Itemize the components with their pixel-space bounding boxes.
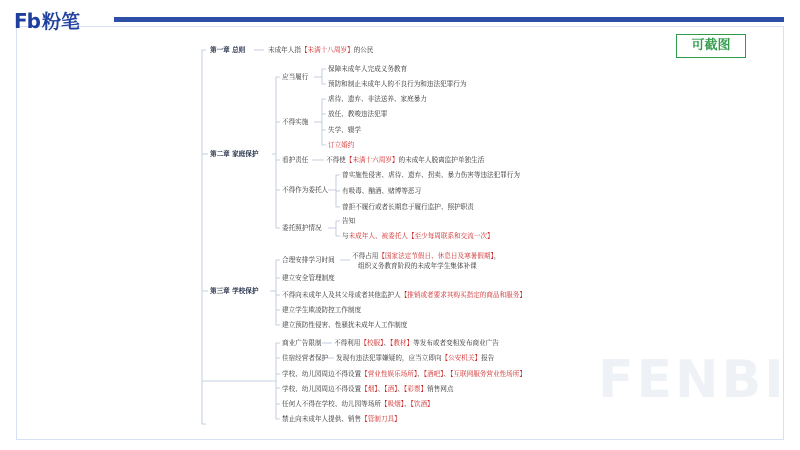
smoke-item-sep: 、: [403, 400, 411, 408]
chapter2-title: 第二章 家庭保护: [210, 150, 259, 158]
venue-item-sep: 、: [443, 370, 451, 378]
knife-item: [282, 415, 401, 423]
ads-item-sep: 、: [383, 339, 391, 347]
sexual-item: 建立预防性侵害、性骚扰未成年人工作制度: [282, 321, 408, 329]
smoke-item-emphasis: 【饮酒】: [410, 400, 434, 408]
sell-item-text: 学校、幼儿园周边不得设置: [282, 385, 362, 393]
venue-item-sep: 、: [417, 370, 424, 378]
hotel-item-text: 发现有违法犯罪嫌疑的，应当立即向: [336, 354, 442, 362]
study-item-line2: 组织义务教育阶段的未成年学生集体补课: [358, 262, 477, 270]
force-item-text: 不得向未成年人及其父母或者其他监护人: [282, 291, 401, 299]
study-item-text: 不得占用: [352, 252, 379, 260]
chapter1-title: 第一章 总则: [210, 46, 246, 54]
chapter1-item: [268, 46, 374, 54]
ads-item-emphasis: 【校服】: [360, 339, 384, 347]
sell-item-emphasis: 【酒】: [384, 385, 398, 393]
entrust-item: 曾实施性侵害、虐待、遗弃、拐卖、暴力伤害等违法犯罪行为: [342, 171, 521, 179]
venue-item-emphasis: 【营业性娱乐场所】: [361, 370, 418, 378]
ads-item-emphasis: 【教材】: [390, 339, 414, 347]
study-item-punct: ，: [493, 252, 501, 260]
logo-mark: Fb: [14, 9, 40, 33]
condition-bracket-line: [336, 221, 340, 236]
care-item-text: 不得使: [326, 156, 346, 164]
should-label: 应当履行: [282, 73, 309, 81]
force-item: [282, 291, 526, 299]
should-item: 保障未成年人完成义务教育: [328, 65, 408, 73]
safety-item: 建立安全管理制度: [282, 274, 335, 282]
logo-text: 粉笔: [41, 11, 80, 33]
condition-item: 告知: [342, 217, 356, 225]
chapter1-item-text: 未成年人指: [268, 46, 301, 54]
sell-item-sep: 、: [377, 385, 385, 393]
forbid-item: 虐待、遗弃、非法送养、家庭暴力: [328, 95, 427, 103]
condition-item-emphasis: 【至少每周联系和交流一次】: [407, 232, 494, 240]
entrust-label: 不得作为委托人: [282, 186, 329, 194]
should-bracket-line: [322, 69, 326, 84]
knife-item-emphasis: 【管制刀具】: [361, 415, 401, 423]
condition-item-text: 与: [342, 232, 349, 240]
hotel-item-emphasis: 【公安机关】: [441, 354, 482, 362]
care-label: 看护责任: [282, 156, 309, 164]
should-item: 预防和制止未成年人的不良行为和违法犯罪行为: [328, 80, 467, 88]
care-item-text-end: 的未成年人脱离监护单独生活: [398, 156, 485, 164]
root-spine-line: [202, 50, 206, 424]
condition-item-emphasis: 未成年人、被委托人: [348, 232, 408, 240]
venue-item-text: 学校、幼儿园周边不得设置: [282, 370, 362, 378]
sell-item-sep: 、: [397, 385, 404, 393]
smoke-item-text: 任何人不得在学校、幼儿园等场所: [282, 400, 381, 408]
sell-item-emphasis: 【烟】: [361, 385, 378, 393]
venue-item-emphasis: 【酒吧】: [423, 370, 444, 378]
care-item-emphasis: 【未满十六周岁】: [345, 156, 399, 164]
entrust-item: 曾拒不履行或者长期怠于履行监护、照护职责: [342, 203, 474, 211]
condition-item: [342, 232, 494, 240]
sell-item-text-end: 销售网点: [427, 385, 454, 393]
chapter1-item-text-end: 的公民: [353, 46, 374, 54]
ch4-spine-line: [276, 343, 280, 419]
venue-item-emphasis: 【互联网服务营业性场所】: [450, 370, 526, 378]
study-label: 合理安排学习时间: [282, 256, 335, 264]
ads-item-text: 不得利用: [334, 339, 361, 347]
condition-label: 委托照护情况: [282, 224, 322, 232]
knife-item-text: 禁止向未成年人提供、销售: [282, 415, 362, 423]
watermark: FENBI: [598, 350, 787, 410]
smoke-item-emphasis: 【吸烟】: [380, 400, 404, 408]
study-item: [352, 252, 500, 260]
entrust-item: 有吸毒、酗酒、赌博等恶习: [342, 187, 422, 195]
ads-item-text-end: 等发布或者变相发布商业广告: [413, 339, 499, 347]
ch3-spine-line: [276, 260, 280, 325]
force-item-emphasis: 【推销或者要求其购买指定的商品和服务】: [400, 291, 526, 299]
sell-item: [282, 385, 453, 393]
venue-item: [282, 370, 526, 378]
care-item: [326, 156, 484, 164]
hotel-item: [336, 354, 494, 362]
chapter1-item-emphasis: 【未满十八周岁】: [300, 46, 354, 54]
smoke-item: [282, 400, 434, 408]
forbid-label: 不得实施: [282, 118, 309, 126]
forbid-item: 失学、辍学: [328, 126, 361, 134]
chapter3-title: 第三章 学校保护: [210, 287, 259, 295]
screenshot-allowed-badge: 可截图: [676, 34, 746, 58]
forbid-bracket-line: [322, 99, 326, 145]
hotel-label: 住宿经营者保护: [282, 354, 329, 362]
ads-item: [334, 339, 499, 347]
study-item-emphasis: 【国家法定节假日、休息日及寒暑假期】: [378, 252, 494, 260]
forbid-item-emphasis: 订立婚约: [328, 141, 355, 149]
bully-item: 建立学生欺凌防控工作制度: [282, 306, 362, 314]
hotel-item-text-end: 报告: [481, 354, 495, 362]
ch2-spine-line: [276, 77, 280, 228]
sell-item-emphasis: 【彩票】: [403, 385, 428, 393]
ads-label: 商业广告限制: [282, 339, 322, 347]
forbid-item: 放任、教唆违法犯罪: [328, 110, 388, 118]
